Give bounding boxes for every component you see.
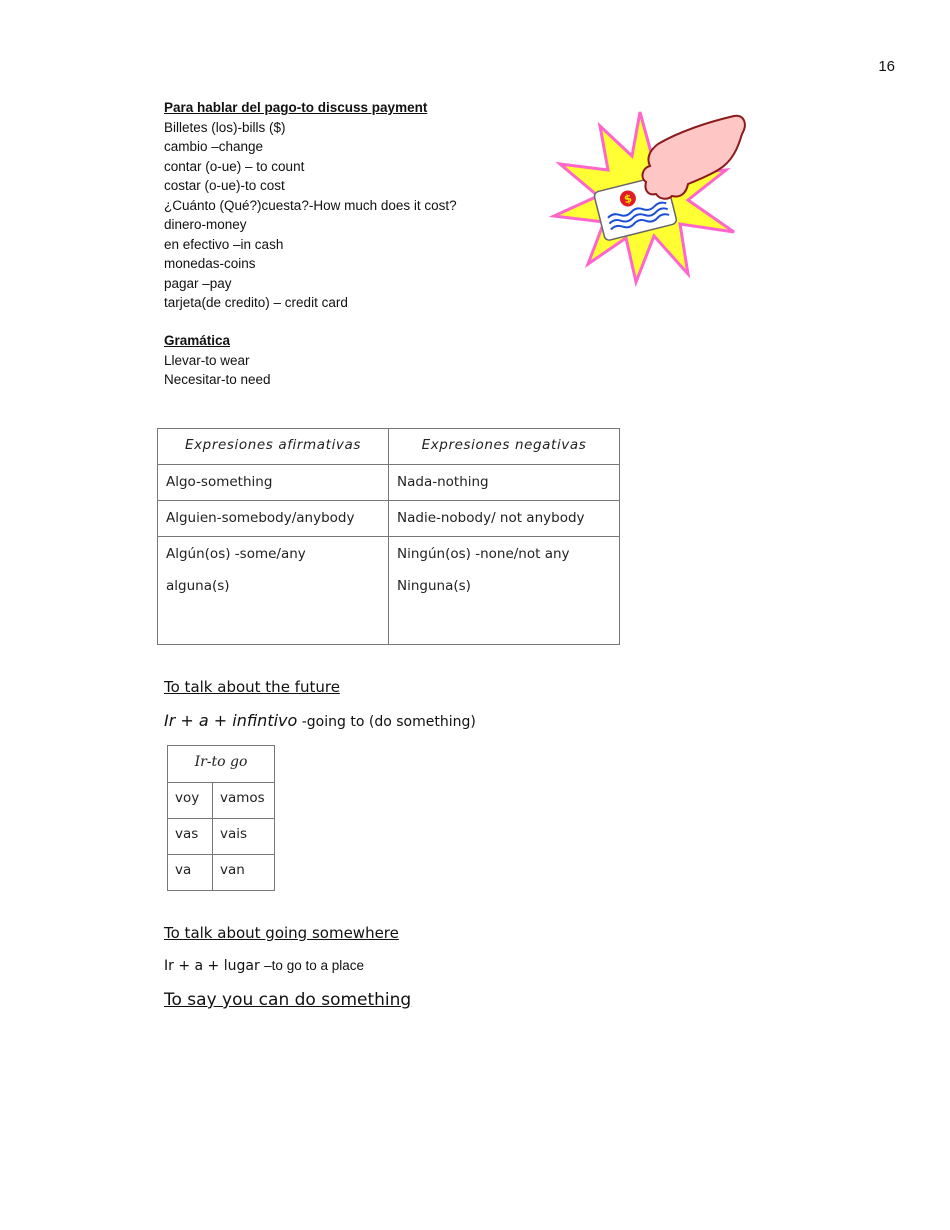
expressions-table (157, 428, 620, 645)
going-section-title: To talk about going somewhere (164, 924, 399, 942)
negative-sub: Ninguna(s) (397, 578, 471, 594)
table-row (158, 465, 620, 501)
card-logo-symbol: $ (622, 191, 634, 207)
vocab-item: tarjeta(de credito) – credit card (164, 295, 348, 310)
table-row (168, 783, 275, 819)
page-number: 16 (878, 58, 895, 75)
going-formula-gloss: –to go to a place (264, 958, 364, 973)
grammar-item: Necesitar-to need (164, 372, 271, 387)
going-formula (164, 958, 364, 974)
vocab-item: dinero-money (164, 217, 247, 232)
vocab-item: contar (o-ue) – to count (164, 158, 305, 174)
future-formula (164, 711, 476, 730)
affirmative-main: Algún(os) -some/any (166, 546, 306, 562)
vocab-item: en efectivo –in cash (164, 236, 284, 252)
grammar-title: Gramática (164, 333, 231, 348)
grammar-item: Llevar-to wear (164, 352, 250, 368)
grammar-section (164, 331, 271, 390)
ir-table-header: Ir-to go (168, 746, 275, 783)
future-section-title: To talk about the future (164, 678, 340, 696)
affirmative-cell: Alguien-somebody/anybody (158, 501, 389, 537)
negative-main: Ningún(os) -none/not any (397, 546, 570, 562)
vocab-item: monedas-coins (164, 256, 256, 271)
table-header-negative: Expresiones negativas (389, 429, 620, 465)
affirmative-cell: Algo-something (158, 465, 389, 501)
credit-card-clipart (548, 104, 748, 288)
hand-holding-credit-card-icon (548, 104, 748, 288)
negative-cell: Nada-nothing (389, 465, 620, 501)
future-formula-main: Ir + a + infintivo (164, 711, 298, 730)
can-section-title: To say you can do something (164, 990, 412, 1010)
vocab-item: ¿Cuánto (Qué?)cuesta?-How much does it cost? (164, 197, 457, 213)
ir-plural: van (213, 855, 275, 891)
ir-singular: voy (168, 783, 213, 819)
affirmative-cell (158, 537, 389, 645)
ir-plural: vais (213, 819, 275, 855)
table-header-affirmative: Expresiones afirmativas (158, 429, 389, 465)
future-formula-gloss: -going to (do something) (297, 714, 476, 730)
ir-singular: vas (168, 819, 213, 855)
negative-cell (389, 537, 620, 645)
table-row (158, 537, 620, 645)
vocab-section (164, 98, 457, 313)
table-row (168, 819, 275, 855)
negative-cell: Nadie-nobody/ not anybody (389, 501, 620, 537)
affirmative-sub: alguna(s) (166, 578, 230, 594)
vocab-item: costar (o-ue)-to cost (164, 178, 285, 193)
going-formula-main: Ir + a + lugar (164, 958, 265, 974)
ir-conjugation-table (167, 745, 275, 891)
vocab-item: cambio –change (164, 139, 264, 154)
vocab-item: pagar –pay (164, 275, 232, 291)
vocab-title: Para hablar del pago-to discuss payment (164, 100, 428, 115)
ir-plural: vamos (213, 783, 275, 819)
ir-singular: va (168, 855, 213, 891)
vocab-item: Billetes (los)-bills ($) (164, 119, 286, 135)
table-row (168, 855, 275, 891)
table-row (158, 501, 620, 537)
